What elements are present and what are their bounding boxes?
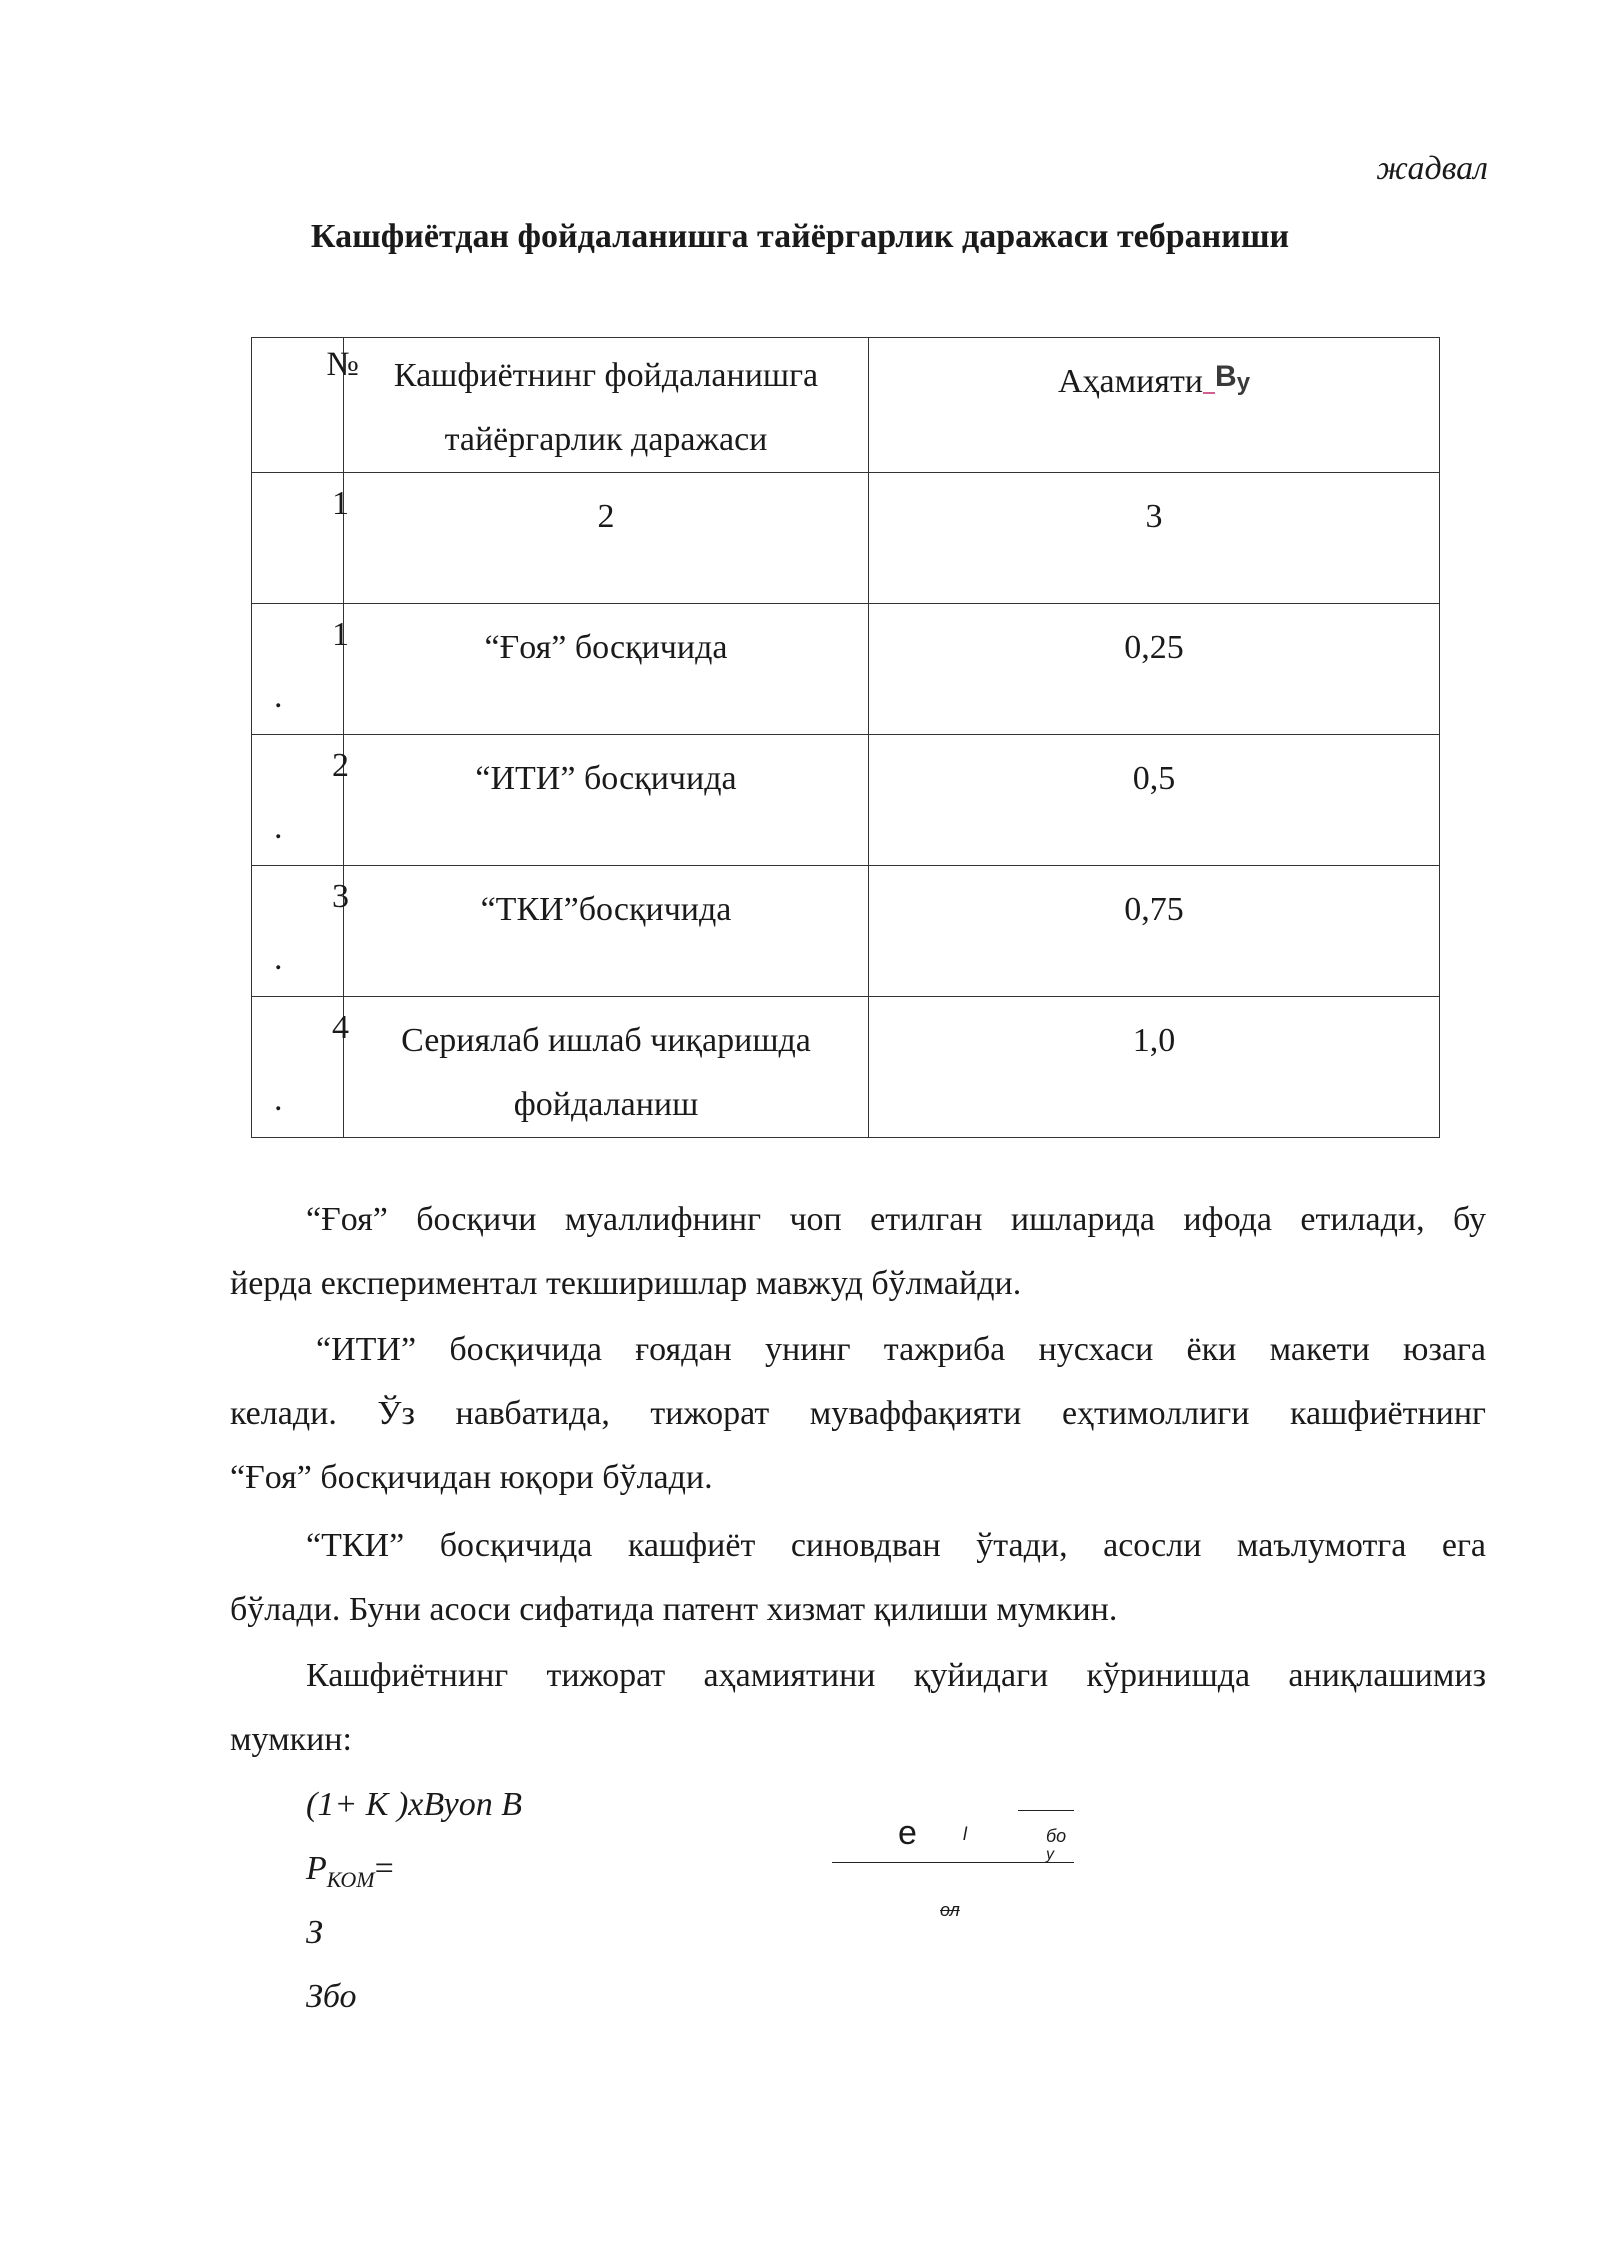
index-cell-2: 2 xyxy=(597,498,615,535)
row-value: 0,5 xyxy=(1132,760,1176,797)
row-dot: . xyxy=(274,809,283,846)
formula-overline xyxy=(1018,1810,1074,1811)
paragraph-goya xyxy=(230,1188,1486,1316)
row-value: 0,75 xyxy=(1124,891,1184,928)
paragraph-line: мумкин: xyxy=(230,1721,352,1758)
row-dot: . xyxy=(274,940,283,977)
header-num: № xyxy=(326,346,359,383)
row-dot: . xyxy=(274,1081,283,1118)
table-caption: жадвал xyxy=(1376,150,1488,187)
readiness-table xyxy=(251,337,1440,1138)
paragraph-line: “ТКИ” босқичида кашфиёт синовдван ўтади, асосли маълумотга ега xyxy=(306,1527,1486,1564)
formula-denominator-1: З xyxy=(306,1914,323,1951)
paragraph-line: Кашфиётнинг тижорат аҳамиятини қуйидаги кўринишда аниқлашимиз xyxy=(306,1657,1486,1694)
header-stage-line1: Кашфиётнинг фойдаланишга xyxy=(393,357,819,394)
row-num: 2 xyxy=(332,747,349,784)
header-underline xyxy=(1203,368,1215,394)
header-num-cell xyxy=(252,338,359,473)
paragraph-tki xyxy=(230,1514,1486,1642)
table-title: Кашфиётдан фойдаланишга тайёргарлик даражаси тебраниши xyxy=(310,218,1290,255)
index-cell-3: 3 xyxy=(1145,498,1163,535)
row-stage: “ТКИ”босқичида xyxy=(480,891,732,928)
paragraph-line: “Ғоя” босқичи муаллифнинг чоп етилган ишларида ифода етилади, бу xyxy=(306,1201,1486,1238)
row-num: 3 xyxy=(332,878,349,915)
paragraph-line: келади. Ўз навбатида, тижорат муваффақияти еҳтимоллиги кашфиётнинг xyxy=(230,1395,1486,1432)
row-num: 4 xyxy=(332,1009,349,1046)
header-stage-line2: тайёргарлик даражаси xyxy=(444,421,768,458)
row-stage: “ИТИ” босқичида xyxy=(475,760,737,797)
table-header-row xyxy=(252,338,1440,473)
row-num: 1 xyxy=(332,616,349,653)
table-row xyxy=(252,735,1440,866)
row-stage-line2: фойдаланиш xyxy=(513,1086,699,1123)
row-value: 1,0 xyxy=(1132,1022,1176,1059)
formula-ol: ол xyxy=(940,1900,960,1920)
paragraph-line: бўлади. Буни асоси сифатида патент хизмат қилиши мумкин. xyxy=(230,1591,1118,1628)
paragraph-iti xyxy=(230,1318,1486,1510)
row-value: 0,25 xyxy=(1124,629,1184,666)
formula-fraction-line xyxy=(832,1862,1074,1863)
table-row xyxy=(252,473,1440,604)
formula-l: l xyxy=(963,1824,967,1844)
table-row xyxy=(252,997,1440,1138)
paragraph-line: йерда експериментал текширишлар мавжуд бўлмайди. xyxy=(230,1265,1022,1302)
index-cell-1: 1 xyxy=(332,485,349,522)
header-value-cell xyxy=(869,338,1440,473)
formula-bo: бо xyxy=(1046,1826,1067,1846)
formula-denominator-2: Збо xyxy=(306,1978,357,2015)
row-stage: “Ғоя” босқичида xyxy=(484,629,728,666)
table-row xyxy=(252,866,1440,997)
header-value-symbol: $В_у$ xyxy=(1215,360,1251,396)
formula-lhs: $P_{КОМ}=$ xyxy=(306,1850,394,1892)
formula-e: е xyxy=(898,1814,917,1852)
paragraph-line: “Ғоя” босқичидан юқори бўлади. xyxy=(230,1459,713,1496)
paragraph-line: “ИТИ” босқичида ғоядан унинг тажриба нусхаси ёки макети юзага xyxy=(316,1331,1486,1368)
header-stage-cell xyxy=(344,338,869,473)
row-dot: . xyxy=(274,678,283,715)
header-value-label: Аҳамияти xyxy=(1057,363,1204,400)
row-stage: Сериялаб ишлаб чиқаришда xyxy=(401,1022,811,1059)
formula-numerator: (1+ K )xВуоп В xyxy=(306,1786,523,1823)
formula-y: у xyxy=(1046,1846,1054,1863)
table-row xyxy=(252,604,1440,735)
paragraph-formula-intro xyxy=(230,1644,1486,1772)
